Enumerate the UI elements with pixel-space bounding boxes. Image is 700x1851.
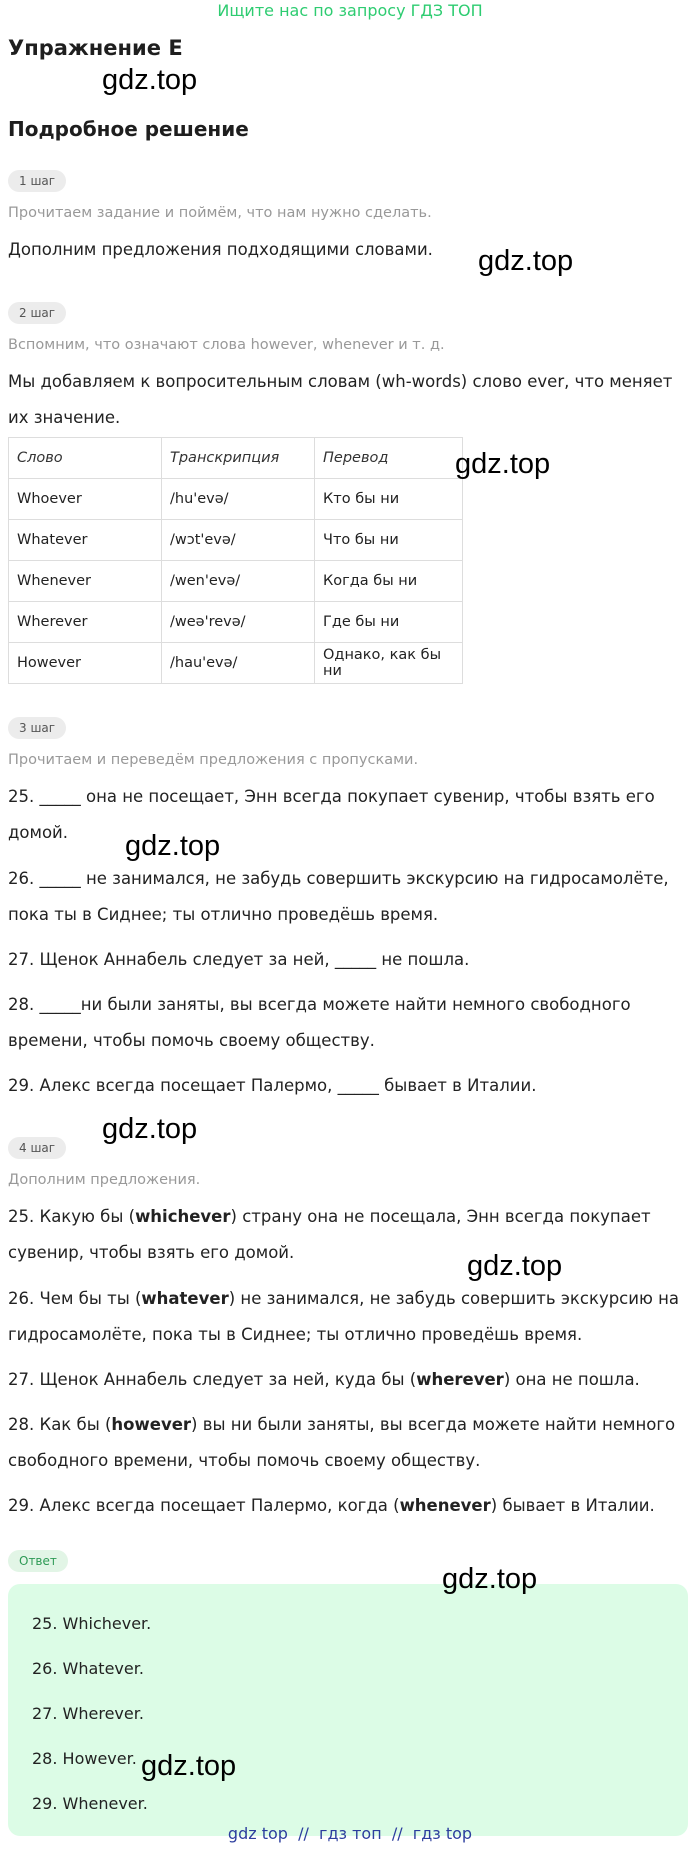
answer-item: 29. Whenever. [32, 1794, 148, 1813]
watermark: gdz.top [141, 1750, 237, 1782]
exercise-title: Упражнение E [8, 36, 183, 60]
table-cell: /hau'evə/ [162, 643, 315, 684]
table-cell: Что бы ни [315, 520, 463, 561]
table-header: Транскрипция [162, 438, 315, 479]
table-cell: /wɔt'evə/ [162, 520, 315, 561]
watermark: gdz.top [102, 1113, 198, 1145]
step-hint: Прочитаем задание и поймём, что нам нужно сделать. [8, 205, 432, 221]
watermark: gdz.top [442, 1563, 538, 1595]
step-hint: Прочитаем и переведём предложения с пропусками. [8, 752, 419, 768]
table-cell: Wherever [9, 602, 162, 643]
answer-item: 27. Wherever. [32, 1704, 144, 1723]
step-text: Мы добавляем к вопросительным словам (wh-words) слово ever, что меняет их значение. [8, 372, 673, 427]
step-badge: 3 шаг [8, 717, 66, 739]
table-row [9, 602, 463, 643]
watermark: gdz.top [455, 448, 551, 480]
table-cell: Whenever [9, 561, 162, 602]
step-badge: 2 шаг [8, 302, 66, 324]
table-cell: /wen'evə/ [162, 561, 315, 602]
watermark: gdz.top [478, 245, 574, 277]
table-cell: Однако, как бы ни [315, 643, 463, 684]
solution-title: Подробное решение [8, 117, 249, 141]
sentence: 29. Алекс всегда посещает Палермо, _____ бывает в Италии. [8, 1076, 537, 1095]
sentence: 27. Щенок Аннабель следует за ней, _____ не пошла. [8, 950, 470, 969]
table-header: Перевод [315, 438, 463, 479]
answer-sentence: 25. Какую бы (whichever) страну она не посещала, Энн всегда покупает сувенир, чтобы взять его домой. [8, 1207, 651, 1262]
table-cell: /weə'revə/ [162, 602, 315, 643]
answer-sentence: 26. Чем бы ты (whatever) не занимался, не забудь совершить экскурсию на гидросамолёте, пока ты в Сиднее; ты отлично проведёшь время. [8, 1289, 680, 1344]
table-cell: /hu'evə/ [162, 479, 315, 520]
table-row [9, 479, 463, 520]
answer-sentence: 28. Как бы (however) вы ни были заняты, вы всегда можете найти немного свободного времени, чтобы помочь своему обществу. [8, 1415, 676, 1470]
answer-badge: Ответ [8, 1550, 68, 1572]
sentence: 28. _____ни были заняты, вы всегда можете найти немного свободного времени, чтобы помочь своему обществу. [8, 995, 631, 1050]
table-cell: Где бы ни [315, 602, 463, 643]
table-row [9, 643, 463, 684]
watermark: gdz.top [102, 64, 198, 96]
table-row [9, 520, 463, 561]
table-cell: However [9, 643, 162, 684]
answer-item: 26. Whatever. [32, 1659, 144, 1678]
answer-sentence: 27. Щенок Аннабель следует за ней, куда бы (wherever) она не пошла. [8, 1370, 640, 1389]
table-cell: Whatever [9, 520, 162, 561]
answer-sentence: 29. Алекс всегда посещает Палермо, когда (whenever) бывает в Италии. [8, 1496, 655, 1515]
watermark: gdz.top [125, 830, 221, 862]
table-row [9, 561, 463, 602]
step-text: Дополним предложения подходящими словами. [8, 240, 433, 259]
step-badge: 1 шаг [8, 170, 66, 192]
answer-item: 28. However. [32, 1749, 137, 1768]
table-cell: Whoever [9, 479, 162, 520]
table-header: Слово [9, 438, 162, 479]
table-header-row [9, 438, 463, 479]
step-hint: Вспомним, что означают слова however, whenever и т. д. [8, 337, 445, 353]
table-cell: Кто бы ни [315, 479, 463, 520]
table-cell: Когда бы ни [315, 561, 463, 602]
sentence: 25. _____ она не посещает, Энн всегда покупает сувенир, чтобы взять его домой. [8, 787, 655, 842]
watermark: gdz.top [467, 1250, 563, 1282]
words-table [8, 437, 463, 684]
footer-links[interactable]: gdz top // гдз топ // гдз top [227, 1824, 473, 1843]
step-hint: Дополним предложения. [8, 1172, 201, 1188]
step-badge: 4 шаг [8, 1137, 66, 1159]
top-banner[interactable]: Ищите нас по запросу ГДЗ ТОП [217, 1, 483, 20]
sentence: 26. _____ не занимался, не забудь совершить экскурсию на гидросамолёте, пока ты в Сиднее; ты отлично проведёшь время. [8, 869, 669, 924]
answer-item: 25. Whichever. [32, 1614, 152, 1633]
